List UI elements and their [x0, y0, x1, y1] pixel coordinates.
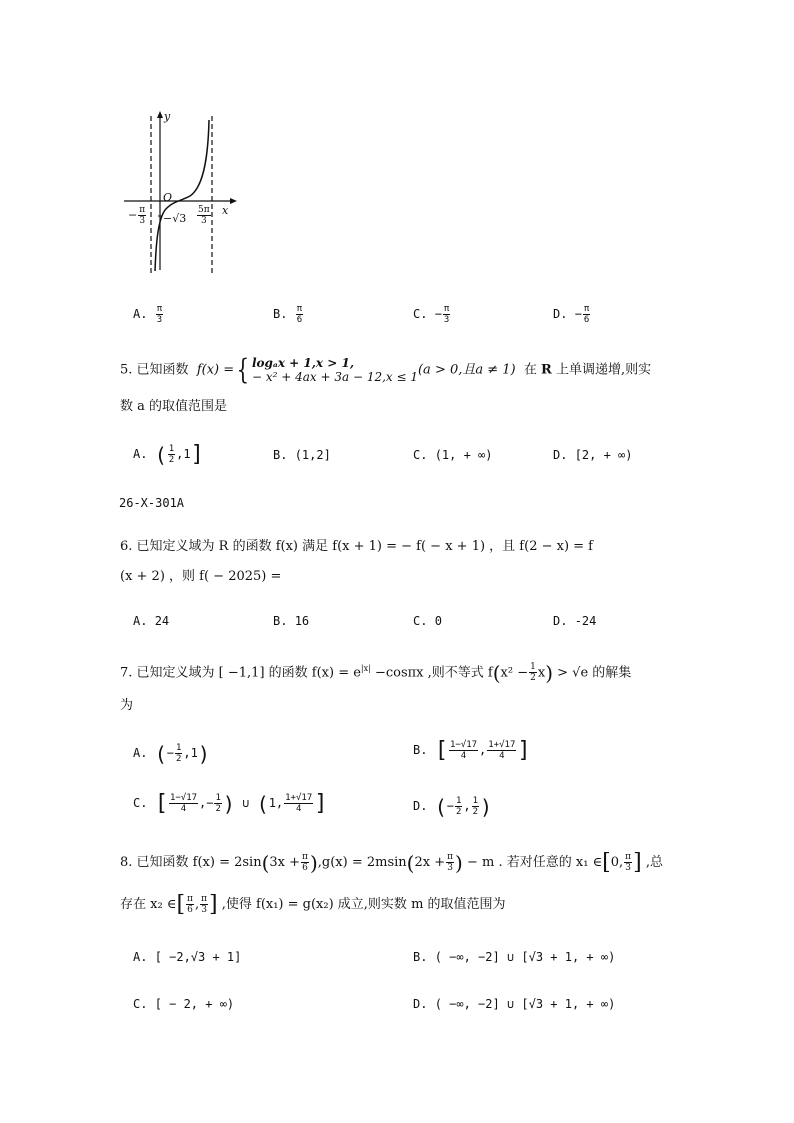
q8-option-a[interactable]: A. [ −2,√3 + 1]: [133, 950, 242, 964]
origin-label: O: [163, 191, 173, 204]
tangent-graph-figure: [118, 108, 244, 278]
x-axis-arrow: [230, 198, 237, 204]
q4-option-a[interactable]: A. $\frac{\pi}{3}$: [133, 304, 163, 325]
x-axis-label: x: [222, 204, 229, 217]
q5-option-b[interactable]: B. (1,2]: [273, 448, 331, 462]
q5-stem-line1: 5. 已知函数 f(x) ={ logₐx + 1,x > 1, − x² + 4ax + 3a − 12,x ≤ 1 (a > 0,且a ≠ 1) 在 R 上单调递增,则实: [120, 353, 652, 386]
q6-stem-line2: (x + 2) ，则 f( − 2025) =: [120, 569, 282, 584]
paper-code: 26-X-301A: [119, 496, 185, 510]
q6-option-a[interactable]: A. 24: [133, 614, 170, 628]
q5-option-d[interactable]: D. [2, + ∞): [553, 448, 633, 462]
q4-option-d[interactable]: D. − $\frac{\pi}{6}$: [553, 304, 590, 325]
q5-option-c[interactable]: C. (1, + ∞): [413, 448, 493, 462]
q5-stem-line2: 数 a 的取值范围是: [120, 399, 228, 414]
q6-stem-line1: 6. 已知定义域为 R 的函数 f(x) 满足 f(x + 1) = − f( − x + 1) ，且 f(2 − x) = f: [120, 539, 593, 554]
neg-sqrt3-label: −√3: [163, 212, 187, 225]
q8-stem-line2: 存在 x₂ ∈[ $\frac{\pi}{6}$ , $\frac{\pi}{3}$ ] ,使得 f(x₁) = g(x₂) 成立,则实数 m 的取值范围为: [120, 891, 506, 917]
y-axis-label: y: [164, 110, 171, 123]
q6-option-b[interactable]: B. 16: [273, 614, 310, 628]
q7-stem-line1: 7. 已知定义域为 [ −1,1] 的函数 $f(x) = e^{|x|} -\cos\pi x$ ,则不等式 f(x² − $\frac{1}{2}$ x) > √e 的解集: [120, 660, 632, 685]
y-axis-arrow: [157, 111, 163, 118]
q7-stem-line2: 为: [120, 698, 134, 713]
left-tick-label: − $\frac{\pi}{3}$: [128, 205, 146, 226]
q4-option-c[interactable]: C. − $\frac{\pi}{3}$: [413, 304, 450, 325]
q8-stem-line1: 8. 已知函数 f(x) = 2sin(3x + $\frac{\pi}{6}$ ),g(x) = 2msin(2x + $\frac{\pi}{3}$ ) − m . 若对任意的 x₁ ∈[0, $\frac{\pi}{3}$ ] ,总: [120, 849, 663, 875]
q8-option-b[interactable]: B. ( −∞, −2] ∪ [√3 + 1, + ∞): [413, 950, 616, 964]
q8-option-d[interactable]: D. ( −∞, −2] ∪ [√3 + 1, + ∞): [413, 997, 616, 1011]
q7-option-a[interactable]: A. (− $\frac{1}{2}$ ,1): [133, 741, 210, 766]
q5-option-a[interactable]: A. ( $\frac{1}{2}$ ,1]: [133, 441, 204, 467]
q6-option-c[interactable]: C. 0: [413, 614, 442, 628]
q8-option-c[interactable]: C. [ − 2, + ∞): [133, 997, 235, 1011]
q7-option-d[interactable]: D. (− $\frac{1}{2}$ , $\frac{1}{2}$ ): [413, 794, 493, 819]
right-tick-label: $\frac{5\pi}{3}$: [198, 205, 210, 226]
q6-option-d[interactable]: D. -24: [553, 614, 597, 628]
q4-option-b[interactable]: B. $\frac{\pi}{6}$: [273, 304, 303, 325]
q7-option-b[interactable]: B. [ $\frac{1-√17}{4}$ , $\frac{1+√17}{4}$ ]: [413, 737, 531, 763]
q7-option-c[interactable]: C. [ $\frac{1-√17}{4}$ ,− $\frac{1}{2}$ ) ∪ (1, $\frac{1+√17}{4}$ ]: [133, 790, 328, 816]
